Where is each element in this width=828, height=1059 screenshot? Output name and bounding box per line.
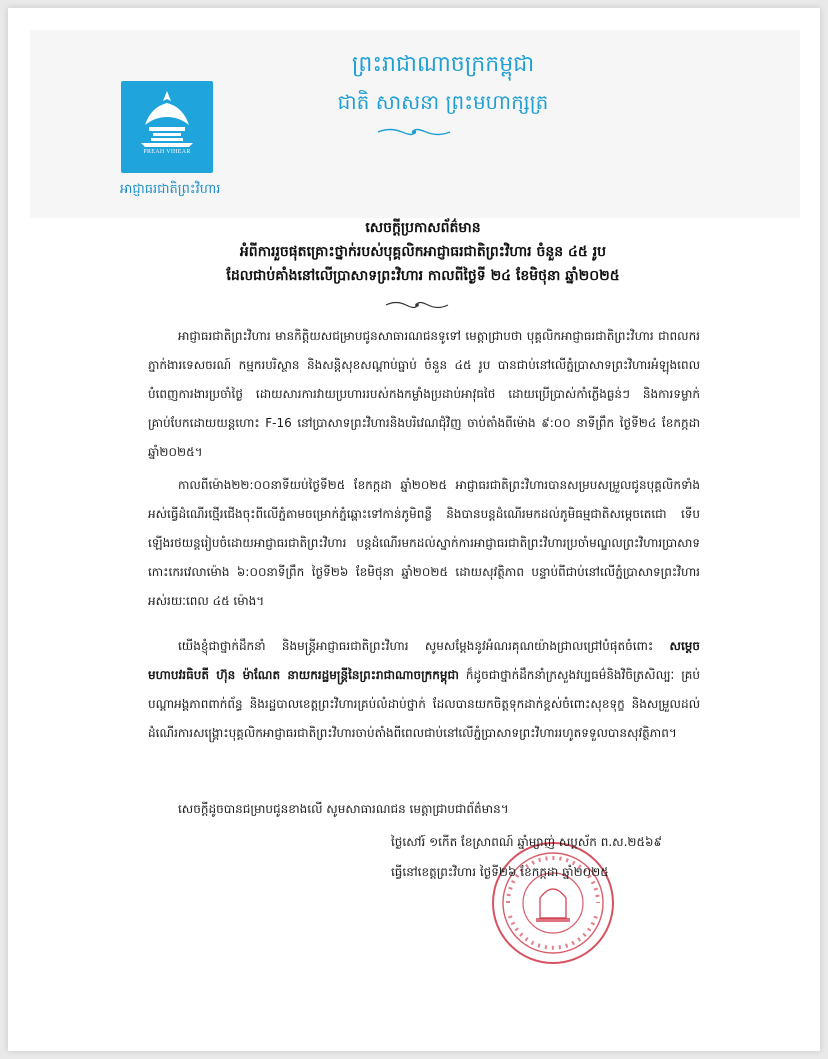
prime-minister-name: សម្តេចមហាបវរធិបតី ហ៊ុន ម៉ាណែត នាយករដ្ឋមន្ត្រីនៃព្រះរាជាណាចក្រកម្ពុជា bbox=[148, 639, 700, 682]
place-and-date: ធ្វើនៅខេត្តព្រះវិហារ ថ្ងៃទី២៦ ខែកក្កដា ឆ្នាំ២០២៥ bbox=[391, 865, 609, 879]
logo-caption: PREAH VIHEAR bbox=[143, 149, 191, 155]
title-line-2: អំពីការរួចផុតគ្រោះថ្នាក់របស់បុគ្គលិកអាជ្ញាធរជាតិព្រះវិហារ ចំនួន ៤៥ រូប bbox=[239, 244, 607, 260]
national-motto: ជាតិ សាសនា ព្រះមហាក្សត្រ bbox=[337, 90, 549, 114]
paragraph-3-intro: យើងខ្ញុំជាថ្នាក់ដឹកនាំ និងមន្ត្រីអាជ្ញាធរជាតិព្រះវិហារ សូមសម្តែងនូវអំណរគុណយ៉ាងជ្រាលជ្រៅបំផុតចំពោះ bbox=[178, 639, 670, 653]
lunar-date: ថ្ងៃសៅរ៍ ១កើត ខែស្រាពណ៍ ឆ្នាំម្សាញ់ សប្តស័ក ព.ស.២៥៦៩ bbox=[391, 835, 662, 849]
preah-vihear-logo bbox=[121, 81, 213, 173]
official-seal-icon bbox=[488, 838, 618, 968]
agency-name: អាជ្ញាធរជាតិព្រះវិហារ bbox=[120, 182, 221, 197]
paragraph-3 bbox=[148, 632, 700, 748]
document-title bbox=[118, 216, 728, 288]
title-line-1: សេចក្តីប្រកាសព័ត៌មាន bbox=[365, 220, 481, 236]
title-line-3: ដែលជាប់គាំងនៅលើប្រាសាទព្រះវិហារ កាលពីថ្ងៃទី ២៤ ខែមិថុនា ឆ្នាំ២០២៥ bbox=[226, 268, 620, 284]
paragraph-1: អាជ្ញាធរជាតិព្រះវិហារ មានកិត្តិយសជម្រាបជូនសាធារណជនទូទៅ មេត្តាជ្រាបថា បុគ្គលិកអាជ្ញាធរជាតិព្រះវិហារ ជាពលករ ភ្នាក់ងារទេសចរណ៍ កម្មករបរិស្ថាន និងសន្តិសុខសណ្តាប់ធ្នាប់ ចំនួន ៤៥ រូប បានជាប់នៅលើភ្នំប្រាសាទព្រះវិហារអំឡុងពេលបំពេញការងារប្រចាំថ្ងៃ ដោយសារការវាយប្រហាររបស់កងកម្លាំងប្រដាប់អាវុធថៃ ដោយប្រើប្រាស់កាំភ្លើងធ្ងន់ៗ និងការទម្លាក់គ្រាប់បែកដោយយន្តហោះ F-16 នៅប្រាសាទព្រះវិហារនិងបរិវេណជុំវិញ ចាប់តាំងពីម៉ោង ៩:០០ នាទីព្រឹក ថ្ងៃទី២៤ ខែកក្កដា ឆ្នាំ២០២៥។ bbox=[148, 329, 700, 459]
paragraph-3-rest: ក៏ដូចជាថ្នាក់ដឹកនាំក្រសួងវប្បធម៌និងវិចិត្រសិល្បៈ គ្រប់បណ្តាអង្គភាពពាក់ព័ន្ធ និងរដ្ឋបាលខេត្តព្រះវិហារគ្រប់លំដាប់ថ្នាក់ ដែលបានយកចិត្តទុកដាក់ខ្ពស់ចំពោះសុខទុក្ខ និងសម្រួលដល់ដំណើរការសង្គ្រោះបុគ្គលិកអាជ្ញាធរជាតិព្រះវិហារចាប់តាំងពីពេលជាប់នៅលើភ្នំប្រាសាទព្រះវិហាររហូតទទួលបានសុវត្ថិភាព។ bbox=[148, 668, 701, 740]
title-ornament-icon bbox=[384, 298, 450, 312]
document-page bbox=[8, 8, 820, 1051]
header-ornament-icon bbox=[376, 125, 452, 139]
kingdom-heading: ព្រះរាជាណាចក្រកម្ពុជា bbox=[351, 52, 535, 77]
paragraph-2: កាលពីម៉ោង២២:០០នាទីយប់ថ្ងៃទី២៥ ខែកក្កដា ឆ្នាំ២០២៥ អាជ្ញាធរជាតិព្រះវិហារបានសម្របសម្រួលជូនបុគ្គលិកទាំងអស់ធ្វើដំណើរថ្មើរជើងចុះពីលើភ្នំតាមចម្រោក់ភ្នំឆ្ពោះទៅកាន់ភូមិពន្លឺ និងបានបន្តដំណើរមកដល់ភូមិធម្មជាតិសម្តេចតេជោ ទើបឡើងរថយន្តរៀបចំដោយអាជ្ញាធរជាតិព្រះវិហារ បន្តដំណើរមកដល់ស្នាក់ការអាជ្ញាធរជាតិព្រះវិហារប្រចាំមណ្ឌលព្រះវិហារប្រាសាទកោះកេរវេលាម៉ោង ៦:០០នាទីព្រឹក ថ្ងៃទី២៦ ខែមិថុនា ឆ្នាំ២០២៥ ដោយសុវត្ថិភាព បន្ទាប់ពីជាប់នៅលើភ្នំប្រាសាទព្រះវិហារ អស់រយៈពេល ៤៥ ម៉ោង។ bbox=[148, 478, 700, 608]
paragraph-4: សេចក្តីដូចបានជម្រាបជូនខាងលើ សូមសាធារណជន មេត្តាជ្រាបជាព័ត៌មាន។ bbox=[178, 802, 509, 816]
temple-emblem-icon bbox=[121, 81, 213, 173]
